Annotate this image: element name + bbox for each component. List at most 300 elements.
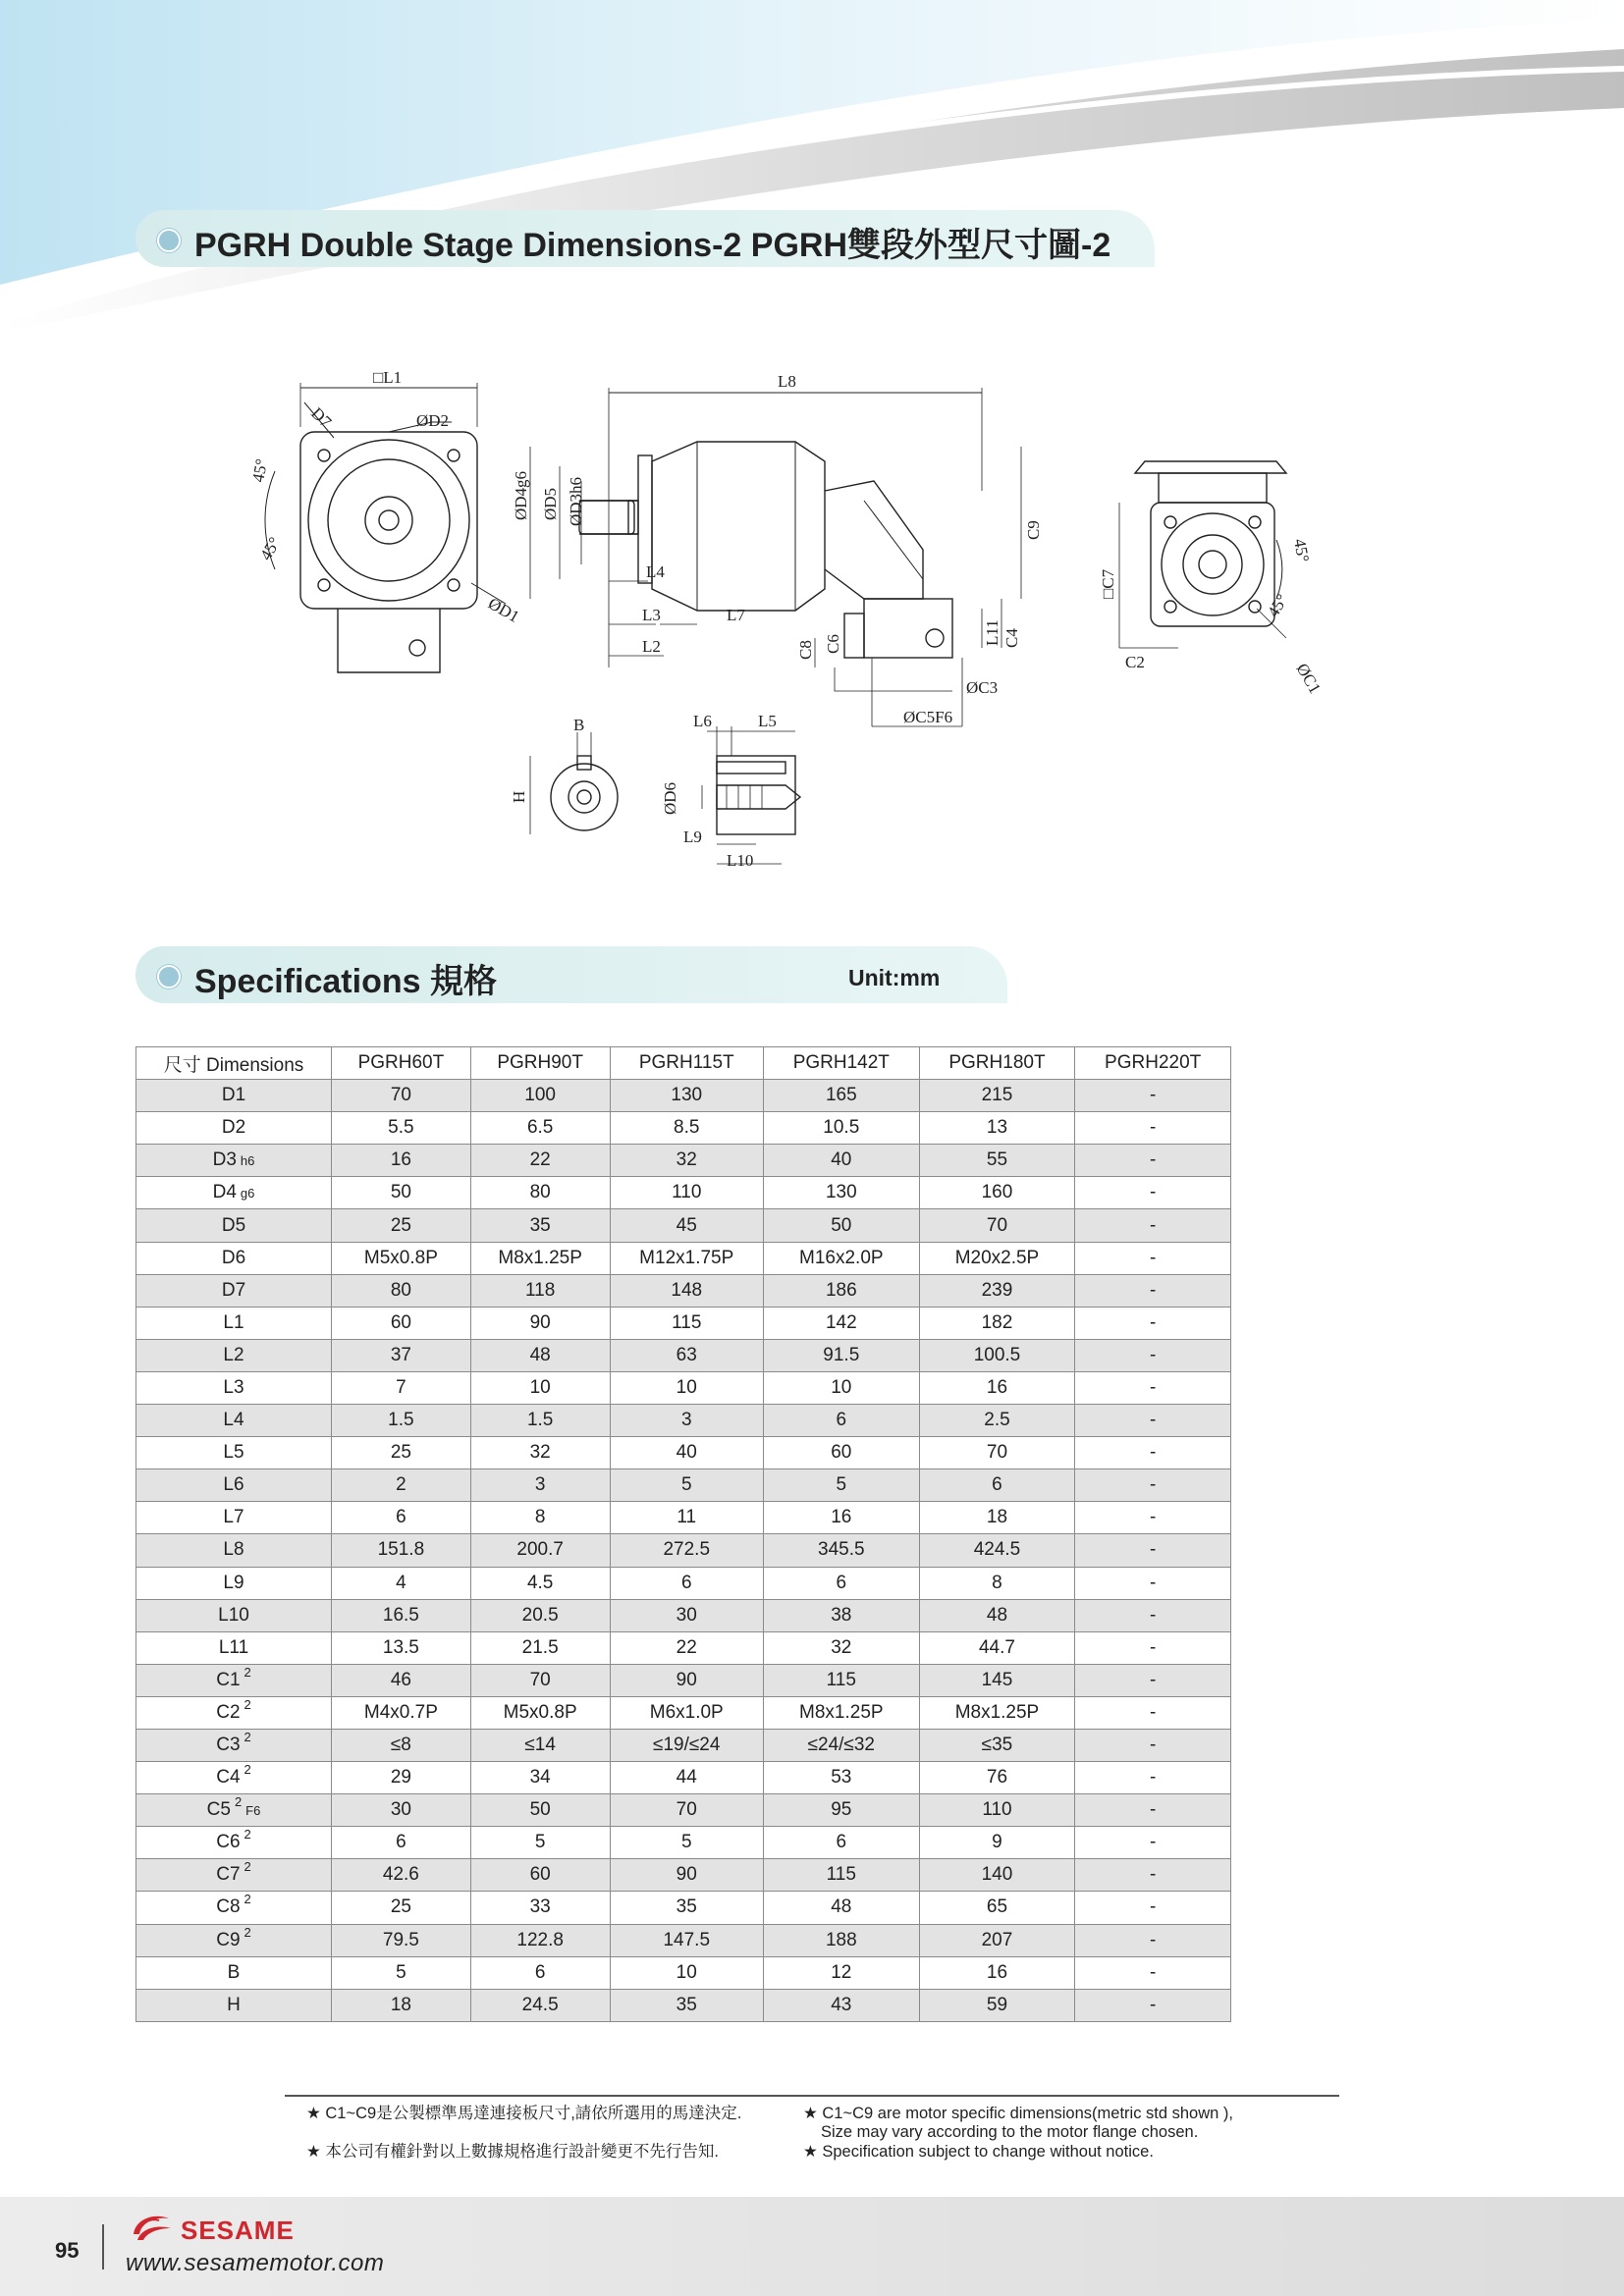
row-label (136, 1145, 332, 1177)
row-label (136, 1664, 332, 1696)
table-cell: 90 (610, 1664, 763, 1696)
table-cell: 2 (332, 1469, 471, 1502)
table-cell: 45 (610, 1209, 763, 1242)
table-row (136, 1112, 1231, 1145)
table-cell: - (1075, 1080, 1231, 1112)
table-cell: 30 (610, 1599, 763, 1631)
table-cell: 182 (919, 1307, 1075, 1339)
label-c7: □C7 (1099, 568, 1117, 599)
table-cell: M4x0.7P (332, 1696, 471, 1729)
table-cell: 43 (763, 1989, 919, 2021)
row-label (136, 1631, 332, 1664)
table-cell: 6 (610, 1567, 763, 1599)
note-zh-2: ★ 本公司有權針對以上數據規格進行設計變更不先行告知. (306, 2143, 719, 2161)
table-cell: 38 (763, 1599, 919, 1631)
table-cell: 33 (470, 1892, 610, 1924)
table-cell: 115 (610, 1307, 763, 1339)
table-cell: 147.5 (610, 1924, 763, 1956)
row-label (136, 1437, 332, 1469)
table-cell: 37 (332, 1339, 471, 1371)
row-label-tolerance: h6 (240, 1153, 255, 1169)
table-cell: - (1075, 1502, 1231, 1534)
label-l4: L4 (646, 562, 665, 581)
label-l10: L10 (727, 851, 754, 870)
front-view (265, 383, 506, 672)
row-label-text: C5 (206, 1799, 231, 1821)
table-row (136, 1274, 1231, 1307)
table-cell: ≤14 (470, 1729, 610, 1761)
table-cell: 6 (332, 1502, 471, 1534)
table-cell: - (1075, 1242, 1231, 1274)
row-label (136, 1729, 332, 1761)
table-cell: - (1075, 1696, 1231, 1729)
table-cell: 110 (610, 1177, 763, 1209)
table-cell: 25 (332, 1209, 471, 1242)
row-label-text: L7 (223, 1507, 244, 1528)
row-label-text: D4 (212, 1182, 237, 1203)
table-cell: 6 (763, 1827, 919, 1859)
table-cell: 10 (610, 1956, 763, 1989)
table-cell: 10.5 (763, 1112, 919, 1145)
table-row (136, 1534, 1231, 1567)
row-label-text: L8 (223, 1539, 244, 1561)
row-label (136, 1599, 332, 1631)
row-label-superscript: 2 (234, 1794, 243, 1810)
table-cell: 91.5 (763, 1339, 919, 1371)
table-cell: 95 (763, 1794, 919, 1827)
table-row (136, 1209, 1231, 1242)
footer-divider (102, 2224, 104, 2269)
table-cell: - (1075, 1762, 1231, 1794)
note-en-1b: Size may vary according to the motor flange chosen. (821, 2123, 1199, 2141)
row-label-text: C7 (216, 1864, 241, 1886)
table-cell: 2.5 (919, 1405, 1075, 1437)
table-cell: 16 (332, 1145, 471, 1177)
table-row (136, 1956, 1231, 1989)
label-d4: ØD4g6 (512, 470, 530, 520)
table-cell: - (1075, 1956, 1231, 1989)
table-cell: 100.5 (919, 1339, 1075, 1371)
table-cell: 46 (332, 1664, 471, 1696)
row-label-superscript: 2 (244, 1924, 251, 1940)
shaft-end-view (530, 732, 618, 834)
specifications-title-bar (135, 946, 1007, 1003)
table-cell: ≤35 (919, 1729, 1075, 1761)
label-d1: ØD1 (485, 594, 523, 626)
label-d2: ØD2 (416, 411, 450, 430)
table-row (136, 1502, 1231, 1534)
table-cell: 25 (332, 1892, 471, 1924)
specifications-title: Specifications 規格 (194, 963, 497, 1000)
label-c5: ØC5F6 (903, 708, 953, 726)
table-cell: 22 (470, 1145, 610, 1177)
table-cell: 35 (610, 1989, 763, 2021)
table-cell: 80 (332, 1274, 471, 1307)
row-label-text: C6 (216, 1832, 241, 1853)
row-label-text: D6 (221, 1247, 246, 1268)
table-row (136, 1242, 1231, 1274)
table-row (136, 1859, 1231, 1892)
table-cell: 142 (763, 1307, 919, 1339)
table-cell: 63 (610, 1339, 763, 1371)
row-label-text: C8 (216, 1896, 241, 1918)
table-cell: 70 (919, 1209, 1075, 1242)
table-cell: 70 (470, 1664, 610, 1696)
table-cell: M12x1.75P (610, 1242, 763, 1274)
column-header: 尺寸 Dimensions (136, 1047, 332, 1080)
table-cell: - (1075, 1989, 1231, 2021)
label-c2: C2 (1125, 653, 1145, 671)
row-label (136, 1989, 332, 2021)
label-h: H (510, 790, 528, 803)
row-label-superscript: 2 (244, 1730, 251, 1745)
table-cell: - (1075, 1827, 1231, 1859)
row-label-text: D1 (221, 1085, 246, 1106)
table-cell: 18 (919, 1502, 1075, 1534)
table-row (136, 1145, 1231, 1177)
notes-divider (285, 2095, 1339, 2097)
row-label (136, 1405, 332, 1437)
row-label (136, 1892, 332, 1924)
label-angle-4: 45° (1264, 590, 1292, 620)
table-row (136, 1405, 1231, 1437)
row-label-text: L2 (223, 1344, 244, 1365)
row-label-superscript: 2 (244, 1696, 251, 1712)
label-d6: ØD6 (661, 781, 679, 815)
side-view (530, 388, 1021, 726)
table-body (136, 1080, 1231, 2022)
row-label-text: B (227, 1961, 241, 1983)
table-cell: 10 (610, 1371, 763, 1404)
table-cell: 100 (470, 1080, 610, 1112)
table-cell: 60 (763, 1437, 919, 1469)
table-cell: M8x1.25P (919, 1696, 1075, 1729)
table-row (136, 1827, 1231, 1859)
label-angle-3: 45° (1290, 537, 1313, 564)
shaft-section-labels (661, 712, 777, 870)
table-cell: 13 (919, 1112, 1075, 1145)
row-label (136, 1502, 332, 1534)
page-number: 95 (55, 2238, 80, 2263)
table-row (136, 1794, 1231, 1827)
table-cell: 10 (470, 1371, 610, 1404)
table-row (136, 1371, 1231, 1404)
table-cell: 6 (763, 1567, 919, 1599)
dimension-drawing (236, 353, 1384, 883)
table-row (136, 1924, 1231, 1956)
table-cell: 32 (763, 1631, 919, 1664)
note-zh-1: ★ C1~C9是公製標準馬達連接板尺寸,請依所選用的馬達決定. (306, 2105, 742, 2122)
column-header: PGRH142T (763, 1047, 919, 1080)
row-label-superscript: 2 (244, 1664, 251, 1680)
table-cell: 76 (919, 1762, 1075, 1794)
table-cell: 4 (332, 1567, 471, 1599)
table-cell: 5 (470, 1827, 610, 1859)
row-label (136, 1242, 332, 1274)
table-cell: ≤8 (332, 1729, 471, 1761)
table-cell: 42.6 (332, 1859, 471, 1892)
table-cell: 90 (610, 1859, 763, 1892)
row-label (136, 1924, 332, 1956)
row-label (136, 1762, 332, 1794)
column-header: PGRH220T (1075, 1047, 1231, 1080)
table-cell: 21.5 (470, 1631, 610, 1664)
table-cell: - (1075, 1729, 1231, 1761)
label-c6: C6 (824, 634, 842, 654)
table-cell: 48 (919, 1599, 1075, 1631)
table-row (136, 1567, 1231, 1599)
table-cell: 16 (763, 1502, 919, 1534)
table-cell: 7 (332, 1371, 471, 1404)
row-label (136, 1371, 332, 1404)
table-cell: - (1075, 1794, 1231, 1827)
table-cell: 3 (610, 1405, 763, 1437)
label-angle-2: 45° (256, 533, 285, 563)
table-cell: 6 (919, 1469, 1075, 1502)
table-cell: 70 (610, 1794, 763, 1827)
row-label-text: D3 (212, 1149, 237, 1171)
table-cell: 13.5 (332, 1631, 471, 1664)
table-row (136, 1696, 1231, 1729)
table-cell: 40 (610, 1437, 763, 1469)
note-en-1: ★ C1~C9 are motor specific dimensions(metric std shown ), (803, 2105, 1233, 2122)
row-label-text: L3 (223, 1376, 244, 1398)
table-cell: 80 (470, 1177, 610, 1209)
row-label-text: L9 (223, 1572, 244, 1593)
row-label-text: L4 (223, 1410, 244, 1431)
table-cell: 32 (610, 1145, 763, 1177)
table-cell: 60 (332, 1307, 471, 1339)
table-cell: 345.5 (763, 1534, 919, 1567)
dimensions-title: PGRH Double Stage Dimensions-2 PGRH雙段外型尺寸圖-2 (194, 227, 1111, 264)
label-d5: ØD5 (541, 487, 560, 520)
row-label-text: L5 (223, 1442, 244, 1464)
table-cell: 215 (919, 1080, 1075, 1112)
table-cell: - (1075, 1892, 1231, 1924)
row-label (136, 1794, 332, 1827)
table-cell: - (1075, 1469, 1231, 1502)
table-cell: 10 (763, 1371, 919, 1404)
table-cell: 148 (610, 1274, 763, 1307)
column-header: PGRH115T (610, 1047, 763, 1080)
table-cell: 24.5 (470, 1989, 610, 2021)
table-cell: - (1075, 1599, 1231, 1631)
table-cell: M8x1.25P (470, 1242, 610, 1274)
table-cell: 35 (610, 1892, 763, 1924)
table-cell: 22 (610, 1631, 763, 1664)
label-d3: ØD3h6 (567, 476, 585, 526)
row-label (136, 1696, 332, 1729)
row-label-superscript: 2 (244, 1827, 251, 1842)
table-cell: - (1075, 1177, 1231, 1209)
table-cell: M16x2.0P (763, 1242, 919, 1274)
table-cell: 55 (919, 1145, 1075, 1177)
specifications-table (135, 1046, 1231, 2022)
table-cell: 200.7 (470, 1534, 610, 1567)
table-cell: 18 (332, 1989, 471, 2021)
label-l7: L7 (727, 606, 745, 624)
table-cell: 48 (470, 1339, 610, 1371)
row-label-text: C4 (216, 1767, 241, 1789)
table-cell: 118 (470, 1274, 610, 1307)
flange-view (1119, 461, 1286, 648)
row-label (136, 1274, 332, 1307)
table-cell: 50 (332, 1177, 471, 1209)
table-cell: 6 (763, 1405, 919, 1437)
table-row (136, 1729, 1231, 1761)
flange-view-labels (1099, 537, 1325, 696)
table-cell: - (1075, 1567, 1231, 1599)
bullet-icon (157, 965, 181, 988)
row-label (136, 1209, 332, 1242)
table-cell: 16.5 (332, 1599, 471, 1631)
row-label-tolerance: F6 (245, 1803, 261, 1819)
table-cell: 130 (610, 1080, 763, 1112)
table-cell: 151.8 (332, 1534, 471, 1567)
row-label (136, 1827, 332, 1859)
table-cell: 272.5 (610, 1534, 763, 1567)
table-row (136, 1080, 1231, 1112)
table-row (136, 1989, 1231, 2021)
table-row (136, 1599, 1231, 1631)
table-cell: 3 (470, 1469, 610, 1502)
table-cell: 8.5 (610, 1112, 763, 1145)
table-cell: 115 (763, 1859, 919, 1892)
table-cell: 1.5 (332, 1405, 471, 1437)
table-cell: 5 (610, 1469, 763, 1502)
table-cell: - (1075, 1405, 1231, 1437)
label-l5: L5 (758, 712, 777, 730)
row-label-text: L11 (218, 1636, 249, 1658)
table-cell: 59 (919, 1989, 1075, 2021)
table-cell: 34 (470, 1762, 610, 1794)
shaft-end-labels (510, 716, 584, 803)
table-cell: 110 (919, 1794, 1075, 1827)
label-l2: L2 (642, 637, 661, 656)
table-cell: - (1075, 1145, 1231, 1177)
table-cell: 16 (919, 1371, 1075, 1404)
row-label-text: C3 (216, 1735, 241, 1756)
table-cell: 44.7 (919, 1631, 1075, 1664)
table-cell: 122.8 (470, 1924, 610, 1956)
table-row (136, 1307, 1231, 1339)
side-view-labels (512, 372, 1043, 726)
table-cell: 6 (332, 1827, 471, 1859)
label-angle-1: 45° (248, 456, 272, 484)
unit-label: Unit:mm (848, 965, 941, 990)
row-label (136, 1307, 332, 1339)
table-cell: 130 (763, 1177, 919, 1209)
table-cell: 30 (332, 1794, 471, 1827)
row-label-text: C1 (216, 1669, 241, 1690)
label-c9: C9 (1024, 520, 1043, 540)
table-cell: 160 (919, 1177, 1075, 1209)
table-cell: - (1075, 1437, 1231, 1469)
table-cell: M20x2.5P (919, 1242, 1075, 1274)
table-cell: 145 (919, 1664, 1075, 1696)
label-d7: D7 (307, 403, 336, 432)
row-label (136, 1177, 332, 1209)
table-cell: - (1075, 1209, 1231, 1242)
table-cell: - (1075, 1924, 1231, 1956)
table-cell: 11 (610, 1502, 763, 1534)
table-row (136, 1177, 1231, 1209)
note-en-2: ★ Specification subject to change without notice. (803, 2143, 1154, 2161)
row-label-text: C2 (216, 1701, 241, 1723)
table-row (136, 1631, 1231, 1664)
table-cell: 50 (763, 1209, 919, 1242)
column-header: PGRH180T (919, 1047, 1075, 1080)
website-link[interactable]: www.sesamemotor.com (126, 2250, 385, 2276)
table-cell: 65 (919, 1892, 1075, 1924)
table-cell: 60 (470, 1859, 610, 1892)
row-label-text: D5 (221, 1214, 246, 1236)
label-c8: C8 (796, 640, 815, 660)
table-row (136, 1664, 1231, 1696)
table-cell: 79.5 (332, 1924, 471, 1956)
row-label (136, 1112, 332, 1145)
table-cell: 8 (470, 1502, 610, 1534)
table-cell: 6.5 (470, 1112, 610, 1145)
table-row (136, 1437, 1231, 1469)
table-cell: - (1075, 1631, 1231, 1664)
table-cell: 32 (470, 1437, 610, 1469)
table-cell: M5x0.8P (470, 1696, 610, 1729)
table-cell: 115 (763, 1664, 919, 1696)
table-cell: - (1075, 1534, 1231, 1567)
shaft-section-view (702, 726, 800, 864)
table-cell: M5x0.8P (332, 1242, 471, 1274)
table-cell: 25 (332, 1437, 471, 1469)
header-background (0, 0, 1624, 334)
label-l1: □L1 (373, 368, 403, 387)
table-cell: 165 (763, 1080, 919, 1112)
row-label-superscript: 2 (244, 1892, 251, 1907)
table-cell: 12 (763, 1956, 919, 1989)
row-label-text: D7 (221, 1279, 246, 1301)
table-cell: - (1075, 1371, 1231, 1404)
table-row (136, 1469, 1231, 1502)
row-label-text: L6 (223, 1474, 244, 1496)
bullet-icon (157, 229, 181, 252)
table-cell: 8 (919, 1567, 1075, 1599)
table-cell: 239 (919, 1274, 1075, 1307)
table-cell: 29 (332, 1762, 471, 1794)
label-b: B (573, 716, 585, 734)
label-l6: L6 (693, 712, 712, 730)
table-cell: M8x1.25P (763, 1696, 919, 1729)
row-label-superscript: 2 (244, 1762, 251, 1778)
label-l8: L8 (778, 372, 796, 391)
label-l3: L3 (642, 606, 661, 624)
table-cell: 6 (470, 1956, 610, 1989)
table-cell: ≤19/≤24 (610, 1729, 763, 1761)
table-cell: 70 (919, 1437, 1075, 1469)
label-c3: ØC3 (966, 678, 999, 697)
label-l9: L9 (683, 828, 702, 846)
column-header: PGRH90T (470, 1047, 610, 1080)
table-cell: 40 (763, 1145, 919, 1177)
table-cell: - (1075, 1112, 1231, 1145)
table-cell: 16 (919, 1956, 1075, 1989)
label-c1: ØC1 (1292, 660, 1326, 697)
table-cell: 53 (763, 1762, 919, 1794)
table-header-row (136, 1047, 1231, 1080)
table-cell: 4.5 (470, 1567, 610, 1599)
table-cell: - (1075, 1274, 1231, 1307)
table-cell: 20.5 (470, 1599, 610, 1631)
label-l11: L11 (983, 619, 1001, 646)
